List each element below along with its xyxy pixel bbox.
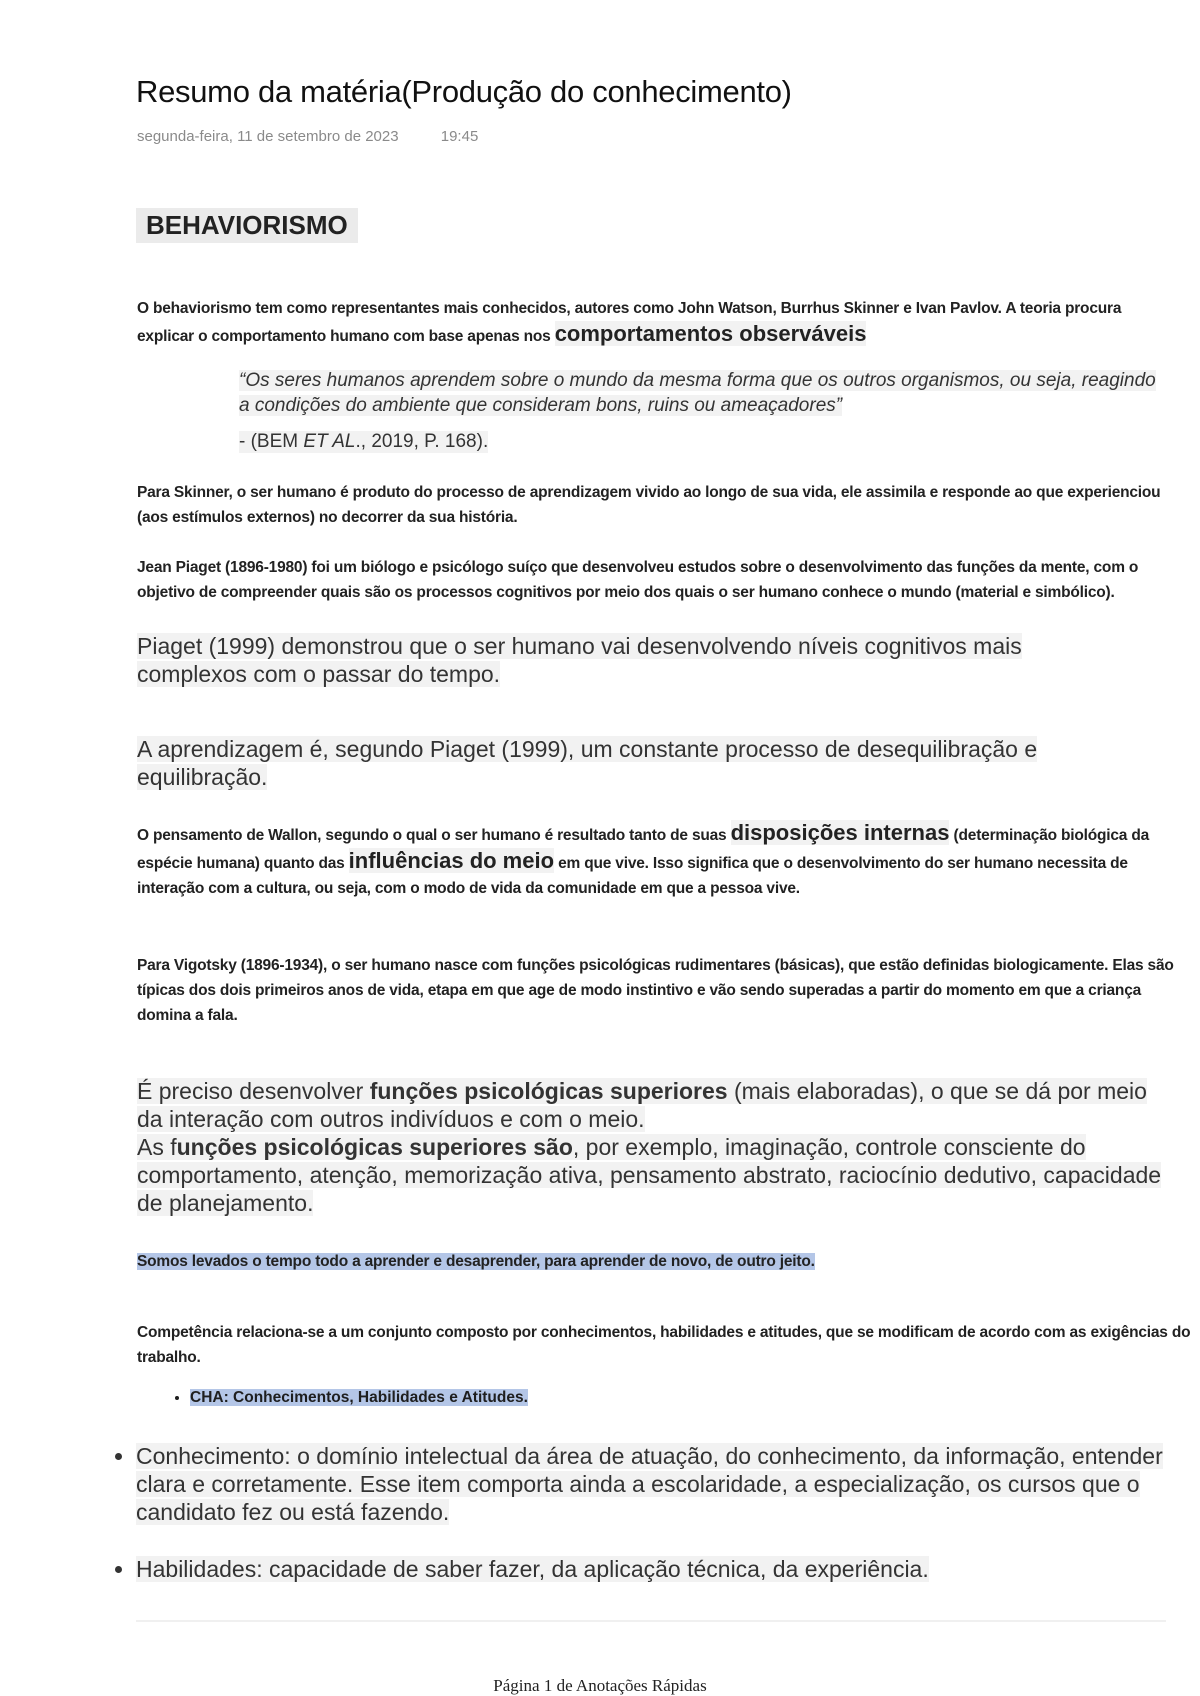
page-meta — [137, 128, 478, 145]
paragraph-behaviorism — [137, 296, 1177, 349]
bullet-habilidades: Habilidades: capacidade de saber fazer, da aplicação técnica, da experiência. — [136, 1556, 929, 1582]
paragraph-vigotsky: Para Vigotsky (1896-1934), o ser humano nasce com funções psicológicas rudimentares (básicas), que estão definidas biologicamente. Elas são típicas dos dois primeiros anos de vida, etapa em que age de modo instintivo e vão sendo superadas a partir do momento em que a criança domina a fala. — [137, 957, 1174, 1024]
quote-block — [239, 368, 1169, 418]
paragraph-text: É preciso desenvolver — [137, 1078, 370, 1104]
paragraph-text: O behaviorismo tem como representantes mais conhecidos, autores como John Watson, Burrhus Skinner e Ivan Pavlov. A teoria procura explicar o comportamento humano com base apenas nos — [137, 300, 1122, 345]
paragraph-text: O pensamento de Wallon, segundo o qual o ser humano é resultado tanto de suas — [137, 827, 731, 844]
paragraph-funcoes — [137, 1077, 1177, 1217]
paragraph-piaget-1999 — [137, 632, 1137, 688]
paragraph-text: A aprendizagem é, segundo Piaget (1999), um constante processo de desequilibração e equilibração. — [137, 736, 1038, 790]
cha-list — [160, 1389, 528, 1407]
paragraph-text: , por exemplo, imaginação, controle consciente do comportamento, atenção, memorização ativa, pensamento abstrato, raciocínio dedutivo, capacidade de planejamento. — [137, 1134, 1162, 1216]
emphasis-text: funções psicológicas superiores — [369, 1078, 728, 1104]
page-footer: Página 1 de Anotações Rápidas — [493, 1676, 707, 1695]
list-item — [136, 1442, 1200, 1526]
citation-post: ., 2019, P. 168). — [355, 431, 489, 452]
paragraph-text: em que vive. Isso significa que o desenvolvimento do ser humano necessita de interação com a cultura, ou seja, com o modo de vida da comunidade em que a pessoa vive. — [137, 855, 1128, 897]
emphasis-text: influências do meio — [348, 848, 555, 873]
citation-italic: ET AL — [303, 431, 356, 452]
page-date: segunda-feira, 11 de setembro de 2023 — [137, 128, 399, 145]
list-item — [136, 1555, 1200, 1583]
highlight-paragraph — [137, 1249, 1192, 1274]
citation-pre: - (BEM — [239, 431, 304, 452]
bullet-list — [110, 1442, 1200, 1526]
paragraph-text: (determinação biológica da espécie humana) quanto das — [137, 827, 1150, 872]
paragraph-skinner: Para Skinner, o ser humano é produto do processo de aprendizagem vivido ao longo de sua vida, ele assimila e responde ao que experienciou (aos estímulos externos) no decorrer da sua história. — [137, 484, 1161, 526]
bullet-list — [110, 1555, 1200, 1583]
list-item — [190, 1389, 528, 1407]
paragraph-text: (mais elaboradas), o que se dá por meio da interação com outros indivíduos e com o meio. — [137, 1078, 1147, 1132]
paragraph-competencia: Competência relaciona-se a um conjunto composto por conhecimentos, habilidades e atitudes, que se modificam de acordo com as exigências do trabalho. — [137, 1324, 1191, 1366]
paragraph-text: Piaget (1999) demonstrou que o ser humano vai desenvolvendo níveis cognitivos mais complexos com o passar do tempo. — [137, 633, 1022, 687]
divider — [136, 1620, 1166, 1622]
highlighted-text: Somos levados o tempo todo a aprender e desaprender, para aprender de novo, de outro jeito. — [137, 1253, 815, 1270]
emphasis-text: unções psicológicas superiores são — [176, 1134, 573, 1160]
paragraph-piaget: Jean Piaget (1896-1980) foi um biólogo e psicólogo suíço que desenvolveu estudos sobre o desenvolvimento das funções da mente, com o objetivo de compreender quais são os processos cognitivos por meio dos quais o ser humano conhece o mundo (material e simbólico). — [137, 559, 1139, 601]
paragraph-wallon — [137, 820, 1195, 901]
quote-citation — [239, 431, 488, 453]
paragraph-text: As f — [137, 1134, 177, 1160]
cha-item: CHA: Conhecimentos, Habilidades e Atitudes. — [190, 1389, 528, 1406]
quote-text: “Os seres humanos aprendem sobre o mundo da mesma forma que os outros organismos, ou seja, reagindo a condições do ambiente que consideram bons, ruins ou ameaçadores” — [239, 370, 1156, 416]
page-time: 19:45 — [440, 128, 479, 145]
page-title: Resumo da matéria(Produção do conhecimento) — [136, 74, 792, 109]
bullet-conhecimento: Conhecimento: o domínio intelectual da área de atuação, do conhecimento, da informação, entender clara e corretamente. Esse item comporta ainda a escolaridade, a especialização, os cursos que o candidato fez ou está fazendo. — [136, 1443, 1163, 1525]
section-heading: BEHAVIORISMO — [136, 208, 358, 243]
emphasis-text: disposições internas — [730, 820, 950, 845]
emphasis-text: comportamentos observáveis — [554, 321, 867, 346]
paragraph-aprendizagem — [137, 735, 1157, 791]
